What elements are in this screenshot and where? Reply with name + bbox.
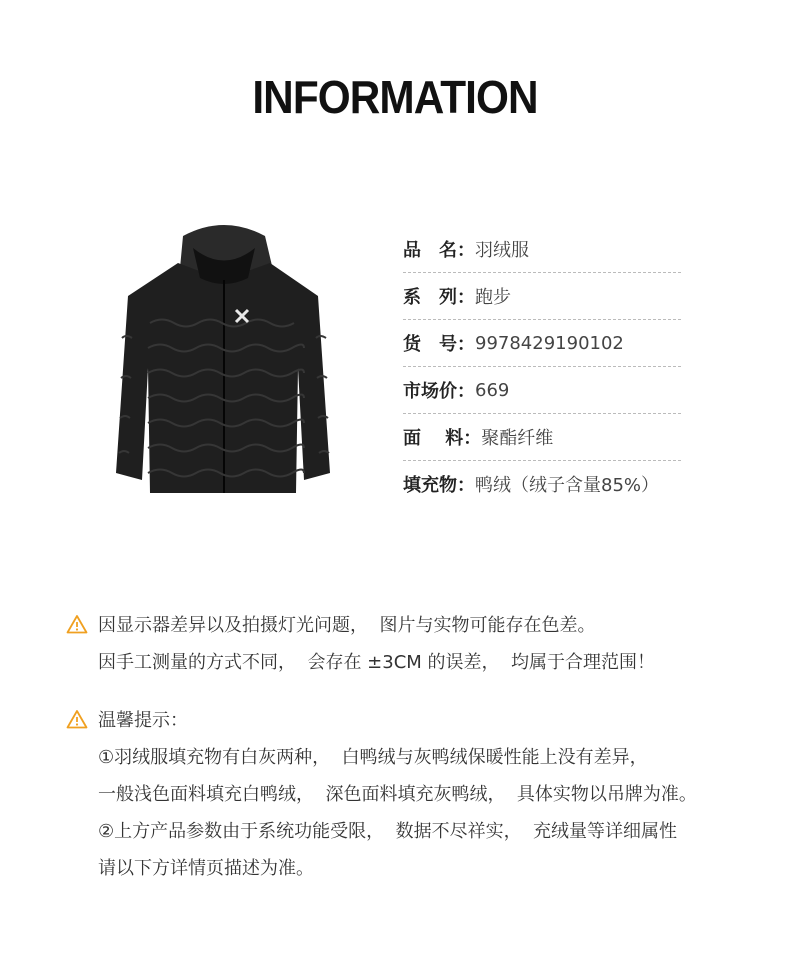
spec-row-name [403, 226, 681, 273]
spec-row-fabric [403, 414, 681, 461]
tips-text: ②上方产品参数由于系统功能受限， 数据不尽祥实， 充绒量等详细属性 [98, 820, 678, 842]
spec-label: 填充物： [403, 475, 475, 496]
tips-text: ①羽绒服填充物有白灰两种， 白鸭绒与灰鸭绒保暖性能上没有差异， [98, 746, 648, 768]
notice-text: 因手工测量的方式不同， 会存在 ±3CM 的误差， 均属于合理范围！ [98, 651, 655, 673]
spec-value: 鸭绒（绒子含量85%） [475, 475, 660, 496]
spec-value: 聚酯纤维 [481, 428, 554, 449]
spec-label: 系 列： [403, 287, 475, 308]
tips-text: 一般浅色面料填充白鸭绒， 深色面料填充灰鸭绒， 具体实物以吊牌为准。 [98, 783, 697, 805]
spec-label: 面 料： [403, 428, 482, 449]
tips-heading: 温馨提示： [98, 709, 188, 731]
spec-row-series [403, 273, 681, 320]
jacket-image [108, 218, 340, 508]
spec-row-filling [403, 461, 681, 507]
spec-value: 跑步 [475, 287, 511, 308]
warning-icon [66, 614, 88, 634]
spec-value: 9978429190102 [475, 332, 624, 354]
spec-value: 羽绒服 [475, 240, 529, 261]
notice-text: 因显示器差异以及拍摄灯光问题， 图片与实物可能存在色差。 [98, 614, 596, 636]
spec-label: 市场价： [403, 381, 475, 402]
tips-text: 请以下方详情页描述为准。 [98, 857, 314, 879]
page-title: INFORMATION [252, 71, 538, 123]
warning-icon [66, 709, 88, 729]
spec-label: 货 号： [403, 334, 475, 355]
spec-value: 669 [475, 379, 510, 401]
color-difference-notice [66, 605, 655, 679]
tips-notice [66, 700, 697, 885]
spec-row-sku [403, 320, 681, 367]
spec-list [403, 226, 681, 507]
spec-label: 品 名： [403, 240, 475, 261]
spec-row-price [403, 367, 681, 414]
